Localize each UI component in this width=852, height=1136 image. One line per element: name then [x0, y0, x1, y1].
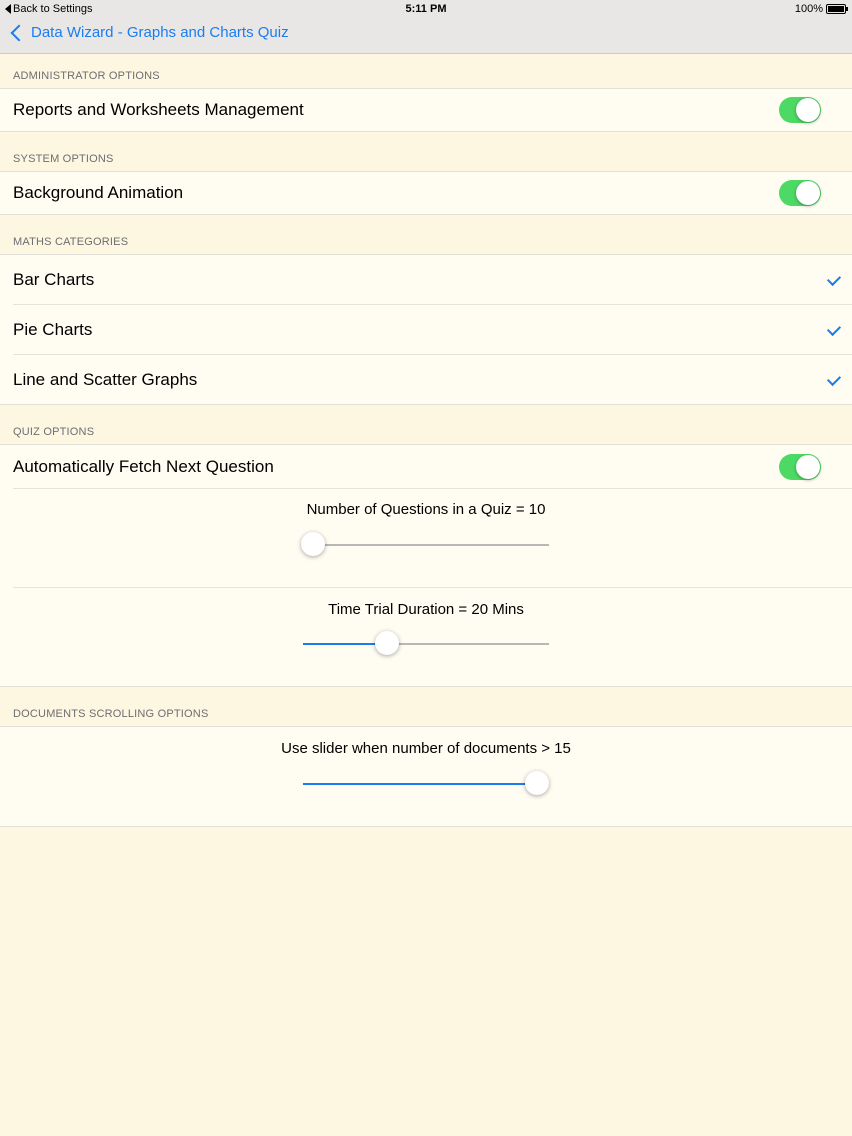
documents-group — [0, 726, 852, 827]
category-label: Bar Charts — [13, 270, 95, 289]
status-bar — [0, 0, 852, 18]
autofetch-label: Automatically Fetch Next Question — [13, 457, 274, 476]
quiz-group — [0, 444, 852, 687]
checkmark-icon — [827, 272, 841, 286]
autofetch-row — [0, 445, 852, 488]
section-header-quiz: QUIZ OPTIONS — [13, 426, 95, 438]
category-pie-charts[interactable] — [0, 305, 852, 355]
system-group — [0, 171, 852, 215]
administrator-group — [0, 88, 852, 132]
section-header-maths: MATHS CATEGORIES — [13, 236, 129, 248]
battery-icon — [826, 4, 846, 14]
animation-label: Background Animation — [13, 183, 184, 202]
questions-caption: Number of Questions in a Quiz = 10 — [306, 501, 546, 518]
reports-toggle[interactable] — [779, 97, 821, 123]
section-header-administrator: ADMINISTRATOR OPTIONS — [13, 70, 160, 82]
status-time: 5:11 PM — [405, 3, 447, 15]
slider-thumb[interactable] — [375, 631, 399, 655]
autofetch-toggle[interactable] — [779, 454, 821, 480]
maths-group — [0, 254, 852, 405]
duration-slider[interactable] — [303, 630, 549, 658]
documents-caption: Use slider when number of documents > 15 — [281, 740, 571, 757]
category-line-scatter[interactable] — [0, 355, 852, 405]
category-label: Pie Charts — [13, 320, 93, 339]
navigation-bar — [0, 18, 852, 54]
reports-row — [0, 89, 852, 131]
category-label: Line and Scatter Graphs — [13, 370, 198, 389]
checkmark-icon — [827, 372, 841, 386]
back-to-settings-label: Back to Settings — [13, 3, 93, 15]
animation-row — [0, 172, 852, 214]
animation-toggle[interactable] — [779, 180, 821, 206]
battery-percent: 100% — [794, 3, 823, 15]
questions-slider[interactable] — [303, 531, 549, 559]
chevron-left-icon — [11, 24, 28, 41]
section-header-documents: DOCUMENTS SCROLLING OPTIONS — [13, 708, 209, 720]
slider-thumb[interactable] — [525, 771, 549, 795]
nav-back-label: Data Wizard - Graphs and Charts Quiz — [31, 24, 289, 41]
documents-slider[interactable] — [303, 770, 549, 798]
slider-thumb[interactable] — [301, 532, 325, 556]
nav-back-button[interactable] — [10, 24, 289, 41]
category-bar-charts[interactable] — [0, 255, 852, 305]
checkmark-icon — [827, 322, 841, 336]
section-header-system: SYSTEM OPTIONS — [13, 153, 114, 165]
reports-label: Reports and Worksheets Management — [13, 100, 304, 119]
duration-caption: Time Trial Duration = 20 Mins — [328, 601, 524, 618]
battery-status — [795, 3, 846, 15]
